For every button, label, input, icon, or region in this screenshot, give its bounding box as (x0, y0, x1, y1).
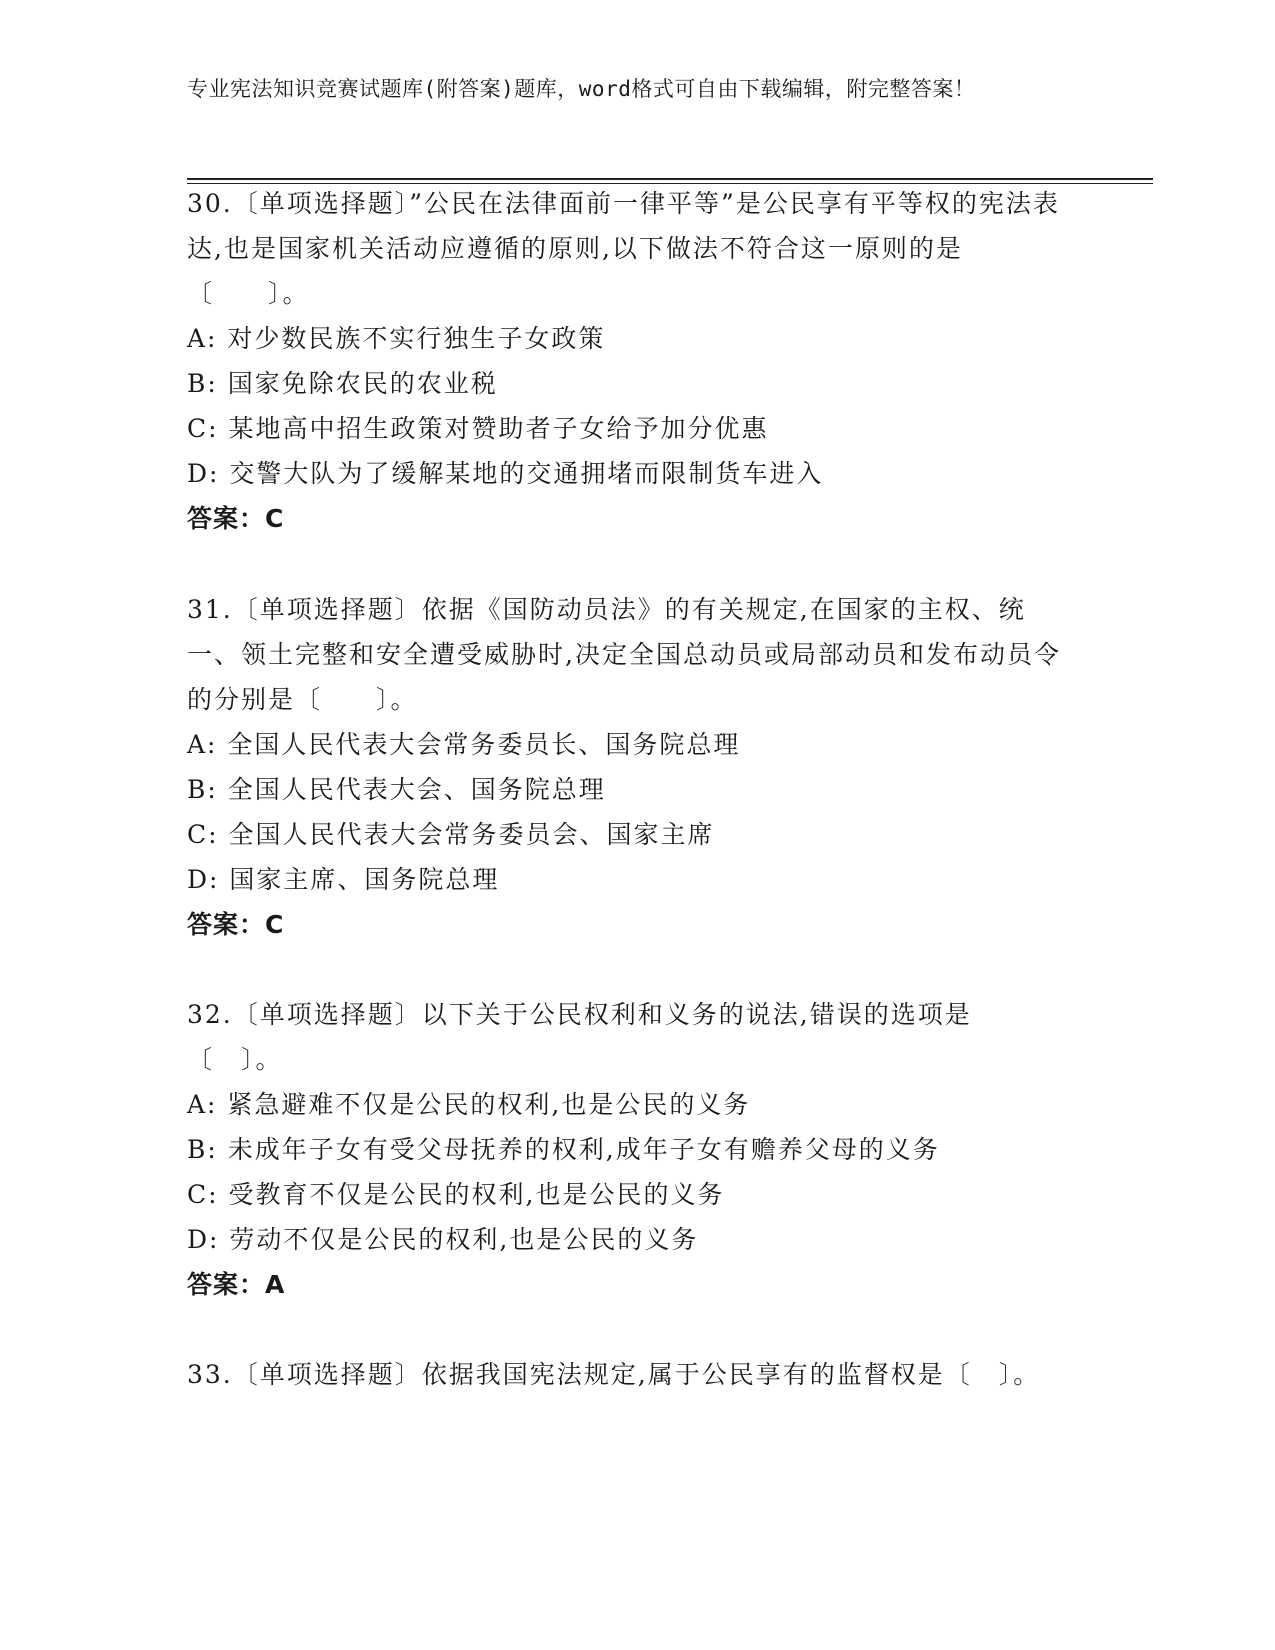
option-d: D: 交警大队为了缓解某地的交通拥堵而限制货车进入 (187, 459, 824, 488)
question-30 (187, 181, 1067, 541)
question-stem: 32.〔单项选择题〕以下关于公民权利和义务的说法,错误的选项是〔 〕。 (187, 1000, 972, 1074)
answer: 答案：A (187, 1270, 286, 1299)
option-d: D: 国家主席、国务院总理 (187, 865, 500, 894)
document-header (187, 73, 1067, 105)
option-b: B: 未成年子女有受父母抚养的权利,成年子女有赡养父母的义务 (187, 1135, 940, 1164)
option-c: C: 某地高中招生政策对赞助者子女给予加分优惠 (187, 414, 769, 443)
header-divider-thick (187, 178, 1153, 180)
question-31 (187, 587, 1067, 947)
answer: 答案：C (187, 504, 285, 533)
question-stem: 33.〔单项选择题〕依据我国宪法规定,属于公民享有的监督权是〔 〕。 (187, 1360, 1041, 1389)
question-32 (187, 992, 1067, 1307)
option-b: B: 国家免除农民的农业税 (187, 369, 498, 398)
option-b: B: 全国人民代表大会、国务院总理 (187, 775, 606, 804)
option-a: A: 紧急避难不仅是公民的权利,也是公民的义务 (187, 1090, 751, 1119)
option-a: A: 全国人民代表大会常务委员长、国务院总理 (187, 730, 741, 759)
answer: 答案：C (187, 910, 285, 939)
header-title: 专业宪法知识竞赛试题库(附答案)题库，word格式可自由下载编辑，附完整答案！ (187, 77, 976, 101)
option-d: D: 劳动不仅是公民的权利,也是公民的义务 (187, 1225, 699, 1254)
option-c: C: 全国人民代表大会常务委员会、国家主席 (187, 820, 715, 849)
option-a: A: 对少数民族不实行独生子女政策 (187, 324, 606, 353)
question-33 (187, 1352, 1067, 1397)
question-stem: 30.〔单项选择题〕”公民在法律面前一律平等”是公民享有平等权的宪法表达,也是国家机关活动应遵循的原则,以下做法不符合这一原则的是〔 〕。 (187, 189, 1060, 308)
question-stem: 31.〔单项选择题〕依据《国防动员法》的有关规定,在国家的主权、统一、领土完整和安全遭受威胁时,决定全国总动员或局部动员和发布动员令的分别是〔 〕。 (187, 595, 1061, 714)
option-c: C: 受教育不仅是公民的权利,也是公民的义务 (187, 1180, 725, 1209)
